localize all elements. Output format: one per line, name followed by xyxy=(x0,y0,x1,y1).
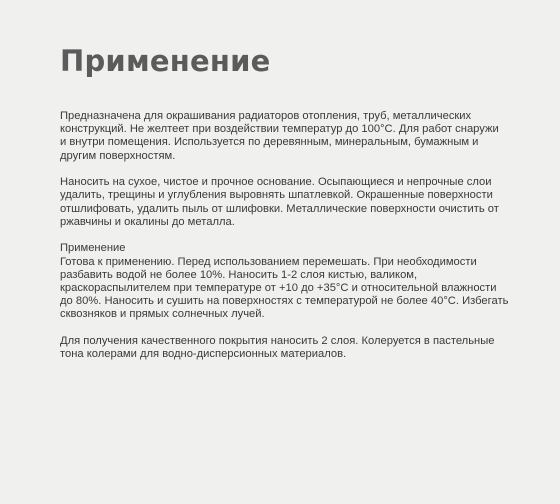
paragraph-application xyxy=(60,242,520,321)
text-line: до 80%. Наносить и сушить на поверхностях с температурой не более 40°С. Избегать xyxy=(60,295,509,308)
text-line: Наносить на сухое, чистое и прочное основание. Осыпающиеся и непрочные слои xyxy=(60,176,492,189)
section-subheading: Применение xyxy=(60,242,126,255)
description-body xyxy=(60,110,520,375)
paragraph-purpose xyxy=(60,110,520,163)
paragraph-coating xyxy=(60,335,520,361)
text-line: Готова к применению. Перед использованием перемешать. При необходимости xyxy=(60,255,477,268)
text-line: Для получения качественного покрытия наносить 2 слоя. Колеруется в пастельные xyxy=(60,335,495,348)
text-line: разбавить водой не более 10%. Наносить 1-2 слоя кистью, валиком, xyxy=(60,268,418,281)
text-line: и внутри помещения. Используется по деревянным, минеральным, бумажным и xyxy=(60,136,479,149)
text-line: тона колерами для водно-дисперсионных материалов. xyxy=(60,348,347,361)
page-title: Применение xyxy=(60,44,271,78)
text-line: другим поверхностям. xyxy=(60,149,176,162)
text-line: конструкций. Не желтеет при воздействии температур до 100°С. Для работ снаружи xyxy=(60,123,499,136)
text-line: отшлифовать, удалить пыль от шлифовки. Металлические поверхности очистить от xyxy=(60,202,499,215)
text-line: Предназначена для окрашивания радиаторов отопления, труб, металлических xyxy=(60,110,472,122)
paragraph-preparation xyxy=(60,176,520,229)
text-line: сквозняков и прямых солнечных лучей. xyxy=(60,308,265,321)
text-line: удалить, трещины и углубления выровнять шпатлевкой. Окрашенные поверхности xyxy=(60,189,493,202)
text-line: краскораспылителем при температуре от +10 до +35°С и относительной влажности xyxy=(60,282,497,295)
text-line: ржавчины и окалины до металла. xyxy=(60,215,235,228)
